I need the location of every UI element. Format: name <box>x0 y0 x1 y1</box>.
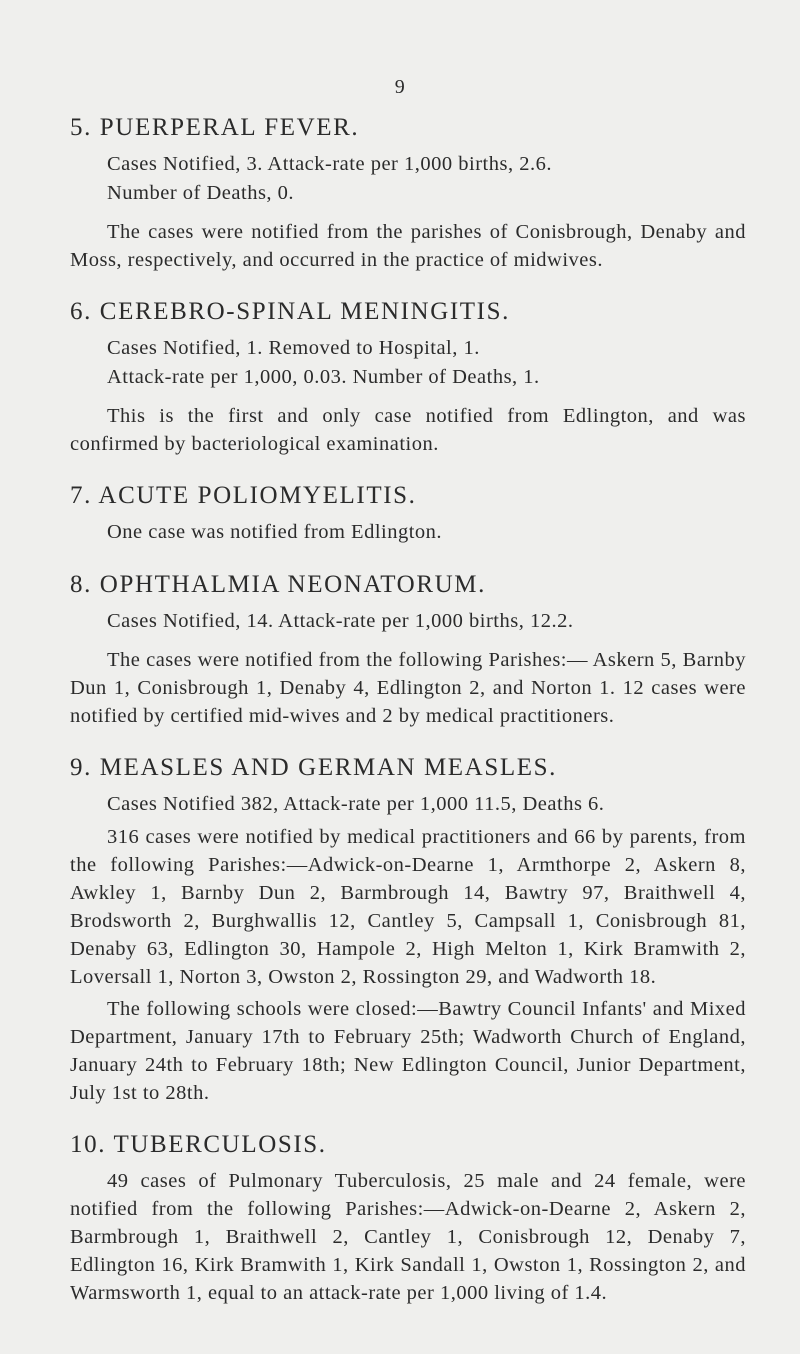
body-paragraph: The following schools were closed:—Bawtry Council Infants' and Mixed Department, January 17th to February 25th; Wadworth Church of England, January 24th to February 18th; New Edlington Council, Junior Department, July 1st to 28th. <box>70 998 746 1104</box>
summary-line: Cases Notified, 14. Attack-rate per 1,000 births, 12.2. <box>107 610 574 632</box>
body-paragraph: 49 cases of Pulmonary Tuberculosis, 25 male and 24 female, were notified from the following Parishes:—Adwick-on-Dearne 2, Askern 2, Barmbrough 1, Braithwell 2, Cantley 1, Conisbrough 12, Denaby 7, Edlington 16, Kirk Bramwith 1, Kirk Sandall 1, Owston 1, Rossington 2, and Warmsworth 1, equal to an attack-rate per 1,000 living of 1.4. <box>70 1170 746 1304</box>
summary-line: Cases Notified, 1. Removed to Hospital, 1. <box>107 337 480 359</box>
section-measles <box>70 752 746 1107</box>
body-paragraph: 316 cases were notified by medical practitioners and 66 by parents, from the following Parishes:—Adwick-on-Dearne 1, Armthorpe 2, Askern 8, Awkley 1, Barnby Dun 2, Barmbrough 14, Bawtry 97, Braithwell 4, Brodsworth 2, Burghwallis 12, Cantley 5, Campsall 1, Conisbrough 81, Denaby 63, Edlington 30, Hampole 2, High Melton 1, Kirk Bramwith 2, Loversall 1, Norton 3, Owston 2, Rossington 29, and Wadworth 18. <box>70 826 746 988</box>
section-heading: 6. CEREBRO-SPINAL MENINGITIS. <box>70 298 510 325</box>
section-heading: 9. MEASLES AND GERMAN MEASLES. <box>70 754 557 781</box>
summary-line: Number of Deaths, 0. <box>107 182 295 204</box>
summary-line: One case was notified from Edlington. <box>107 521 443 543</box>
summary-line: Cases Notified 382, Attack-rate per 1,000 11.5, Deaths 6. <box>107 793 605 815</box>
body-paragraph: This is the first and only case notified from Edlington, and was confirmed by bacteriological examination. <box>70 405 746 455</box>
section-ophthalmia-neonatorum <box>70 569 746 730</box>
document-body <box>70 112 746 1329</box>
summary-line: Cases Notified, 3. Attack-rate per 1,000 births, 2.6. <box>107 153 552 175</box>
section-puerperal-fever <box>70 112 746 274</box>
body-paragraph: The cases were notified from the parishes of Conisbrough, Denaby and Moss, respectively, and occurred in the practice of midwives. <box>70 221 746 271</box>
section-acute-poliomyelitis <box>70 480 746 547</box>
body-paragraph: The cases were notified from the following Parishes:— Askern 5, Barnby Dun 1, Conisbrough 1, Denaby 4, Edlington 2, and Norton 1. 12 cases were notified by certified mid-wives and 2 by medical practitioners. <box>70 649 746 727</box>
section-heading: 8. OPHTHALMIA NEONATORUM. <box>70 571 486 598</box>
section-heading: 7. ACUTE POLIOMYELITIS. <box>70 482 417 509</box>
section-heading: 10. TUBERCULOSIS. <box>70 1131 327 1158</box>
section-heading: 5. PUERPERAL FEVER. <box>70 114 360 141</box>
section-cerebro-spinal-meningitis <box>70 296 746 458</box>
page-number: 9 <box>394 76 406 98</box>
section-tuberculosis <box>70 1129 746 1307</box>
summary-line: Attack-rate per 1,000, 0.03. Number of Deaths, 1. <box>107 366 540 388</box>
